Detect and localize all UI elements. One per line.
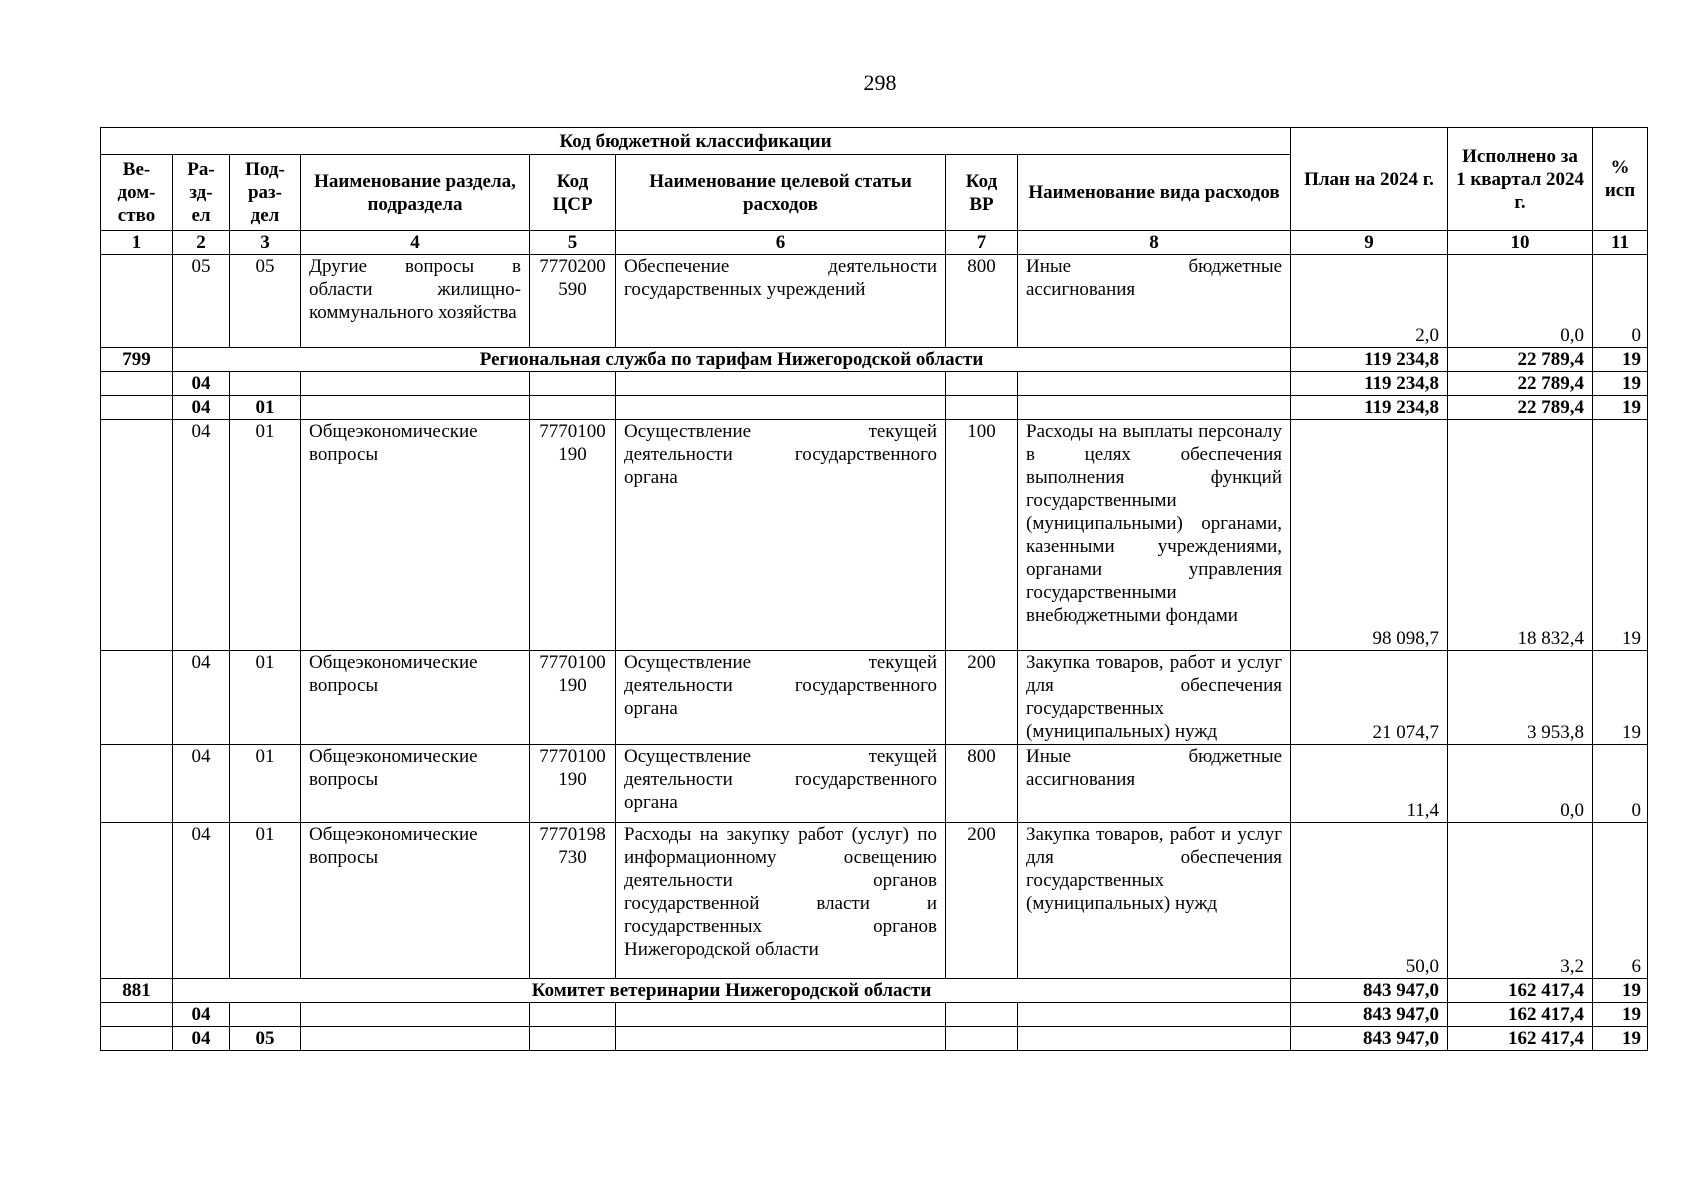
table-row [101, 255, 1648, 348]
pct-cell: 19 [1593, 1027, 1648, 1051]
table-row [101, 348, 1648, 372]
csr-cell: 7770100190 [530, 651, 616, 745]
done-cell: 3,2 [1448, 823, 1593, 979]
budget-classification-header: Код бюджетной классификации [101, 128, 1291, 155]
col-header-target: Наименование целевой статьи расходов [616, 155, 946, 231]
csr-cell [530, 1003, 616, 1027]
vr-name-cell: Иные бюджетные ассигнования [1018, 255, 1291, 348]
done-cell: 18 832,4 [1448, 420, 1593, 651]
csr-cell [530, 372, 616, 396]
col-number: 7 [946, 231, 1018, 255]
ved-cell [101, 1003, 173, 1027]
section-name-cell: Общеэкономические вопросы [301, 823, 530, 979]
table-row [101, 651, 1648, 745]
csr-cell: 7770200590 [530, 255, 616, 348]
col-number: 8 [1018, 231, 1291, 255]
csr-cell [530, 396, 616, 420]
vr-cell: 200 [946, 823, 1018, 979]
section-name-cell: Общеэкономические вопросы [301, 651, 530, 745]
done-cell: 0,0 [1448, 745, 1593, 823]
section-name-cell: Другие вопросы в области жилищно-коммунального хозяйства [301, 255, 530, 348]
done-cell: 162 417,4 [1448, 1027, 1593, 1051]
page-number: 298 [863, 70, 897, 95]
razd-cell: 04 [173, 1027, 230, 1051]
section-name-cell [301, 372, 530, 396]
razd-cell: 04 [173, 745, 230, 823]
vr-cell [946, 372, 1018, 396]
target-name-cell: Осуществление текущей деятельности государственного органа [616, 420, 946, 651]
table-row [101, 420, 1648, 651]
razd-cell: 04 [173, 651, 230, 745]
pct-cell: 6 [1593, 823, 1648, 979]
csr-cell [530, 1027, 616, 1051]
section-name-cell [301, 1027, 530, 1051]
podrazd-cell: 01 [230, 745, 301, 823]
pct-cell: 0 [1593, 745, 1648, 823]
pct-cell: 19 [1593, 372, 1648, 396]
vr-name-cell [1018, 1003, 1291, 1027]
col-number: 10 [1448, 231, 1593, 255]
target-name-cell [616, 372, 946, 396]
col-number: 6 [616, 231, 946, 255]
vr-cell: 800 [946, 255, 1018, 348]
table-row [101, 1003, 1648, 1027]
target-name-cell [616, 1027, 946, 1051]
col-header-done: Исполнено за 1 квартал 2024 г. [1448, 128, 1593, 231]
razd-cell: 04 [173, 823, 230, 979]
razd-cell: 04 [173, 420, 230, 651]
vr-name-cell: Расходы на выплаты персоналу в целях обеспечения выполнения функций государственными (муниципальными) органами, казенными учреждениями, органами управления государственными внебюджетными фондами [1018, 420, 1291, 651]
podrazd-cell [230, 372, 301, 396]
col-header-name: Наименование раздела, подраздела [301, 155, 530, 231]
pct-cell: 19 [1593, 420, 1648, 651]
col-header-podrazd: Под-раз-дел [230, 155, 301, 231]
table-row [101, 823, 1648, 979]
podrazd-cell [230, 1003, 301, 1027]
done-cell: 3 953,8 [1448, 651, 1593, 745]
ved-cell: 881 [101, 979, 173, 1003]
pct-cell: 19 [1593, 979, 1648, 1003]
csr-cell: 7770100190 [530, 420, 616, 651]
plan-cell: 21 074,7 [1291, 651, 1448, 745]
section-name-cell: Общеэкономические вопросы [301, 420, 530, 651]
plan-cell: 50,0 [1291, 823, 1448, 979]
razd-cell: 04 [173, 1003, 230, 1027]
target-name-cell [616, 396, 946, 420]
podrazd-cell: 05 [230, 1027, 301, 1051]
csr-cell: 7770198730 [530, 823, 616, 979]
ved-cell [101, 745, 173, 823]
col-header-vr: Код ВР [946, 155, 1018, 231]
section-name-cell: Общеэкономические вопросы [301, 745, 530, 823]
done-cell: 162 417,4 [1448, 1003, 1593, 1027]
done-cell: 0,0 [1448, 255, 1593, 348]
done-cell: 162 417,4 [1448, 979, 1593, 1003]
ved-cell [101, 1027, 173, 1051]
plan-cell: 11,4 [1291, 745, 1448, 823]
podrazd-cell: 01 [230, 823, 301, 979]
vr-cell: 800 [946, 745, 1018, 823]
plan-cell: 843 947,0 [1291, 1003, 1448, 1027]
table-row [101, 745, 1648, 823]
table-row [101, 979, 1648, 1003]
ved-cell [101, 372, 173, 396]
vr-cell [946, 1003, 1018, 1027]
ved-cell [101, 823, 173, 979]
col-header-pct: % исп [1593, 128, 1648, 231]
vr-cell [946, 396, 1018, 420]
vr-name-cell: Закупка товаров, работ и услуг для обеспечения государственных (муниципальных) нужд [1018, 823, 1291, 979]
table-row [101, 1027, 1648, 1051]
plan-cell: 119 234,8 [1291, 348, 1448, 372]
ved-cell: 799 [101, 348, 173, 372]
col-header-razd: Ра-зд-ел [173, 155, 230, 231]
csr-cell: 7770100190 [530, 745, 616, 823]
vr-name-cell: Иные бюджетные ассигнования [1018, 745, 1291, 823]
col-number: 2 [173, 231, 230, 255]
section-name-cell [301, 1003, 530, 1027]
column-number-row [101, 231, 1648, 255]
plan-cell: 119 234,8 [1291, 372, 1448, 396]
target-name-cell: Обеспечение деятельности государственных учреждений [616, 255, 946, 348]
section-name-cell [301, 396, 530, 420]
col-number: 5 [530, 231, 616, 255]
plan-cell: 119 234,8 [1291, 396, 1448, 420]
plan-cell: 843 947,0 [1291, 1027, 1448, 1051]
budget-table [100, 127, 1648, 1051]
table-row [101, 372, 1648, 396]
col-header-vr-name: Наименование вида расходов [1018, 155, 1291, 231]
pct-cell: 0 [1593, 255, 1648, 348]
done-cell: 22 789,4 [1448, 396, 1593, 420]
done-cell: 22 789,4 [1448, 372, 1593, 396]
col-header-ved: Ве-дом-ство [101, 155, 173, 231]
department-title-cell: Региональная служба по тарифам Нижегородской области [173, 348, 1291, 372]
col-number: 3 [230, 231, 301, 255]
ved-cell [101, 396, 173, 420]
pct-cell: 19 [1593, 396, 1648, 420]
pct-cell: 19 [1593, 1003, 1648, 1027]
table-row [101, 396, 1648, 420]
vr-name-cell: Закупка товаров, работ и услуг для обеспечения государственных (муниципальных) нужд [1018, 651, 1291, 745]
razd-cell: 04 [173, 372, 230, 396]
col-header-plan: План на 2024 г. [1291, 128, 1448, 231]
vr-cell: 200 [946, 651, 1018, 745]
department-title-cell: Комитет ветеринарии Нижегородской области [173, 979, 1291, 1003]
col-number: 9 [1291, 231, 1448, 255]
podrazd-cell: 01 [230, 651, 301, 745]
vr-name-cell [1018, 396, 1291, 420]
vr-name-cell [1018, 372, 1291, 396]
ved-cell [101, 651, 173, 745]
razd-cell: 04 [173, 396, 230, 420]
target-name-cell: Осуществление текущей деятельности государственного органа [616, 745, 946, 823]
pct-cell: 19 [1593, 651, 1648, 745]
ved-cell [101, 420, 173, 651]
vr-cell: 100 [946, 420, 1018, 651]
target-name-cell: Расходы на закупку работ (услуг) по информационному освещению деятельности органов государственной власти и государственных органов Нижегородской области [616, 823, 946, 979]
razd-cell: 05 [173, 255, 230, 348]
vr-cell [946, 1027, 1018, 1051]
target-name-cell: Осуществление текущей деятельности государственного органа [616, 651, 946, 745]
ved-cell [101, 255, 173, 348]
podrazd-cell: 01 [230, 420, 301, 651]
done-cell: 22 789,4 [1448, 348, 1593, 372]
plan-cell: 843 947,0 [1291, 979, 1448, 1003]
col-header-csr: Код ЦСР [530, 155, 616, 231]
col-number: 11 [1593, 231, 1648, 255]
plan-cell: 98 098,7 [1291, 420, 1448, 651]
pct-cell: 19 [1593, 348, 1648, 372]
podrazd-cell: 01 [230, 396, 301, 420]
vr-name-cell [1018, 1027, 1291, 1051]
plan-cell: 2,0 [1291, 255, 1448, 348]
col-number: 4 [301, 231, 530, 255]
target-name-cell [616, 1003, 946, 1027]
col-number: 1 [101, 231, 173, 255]
podrazd-cell: 05 [230, 255, 301, 348]
